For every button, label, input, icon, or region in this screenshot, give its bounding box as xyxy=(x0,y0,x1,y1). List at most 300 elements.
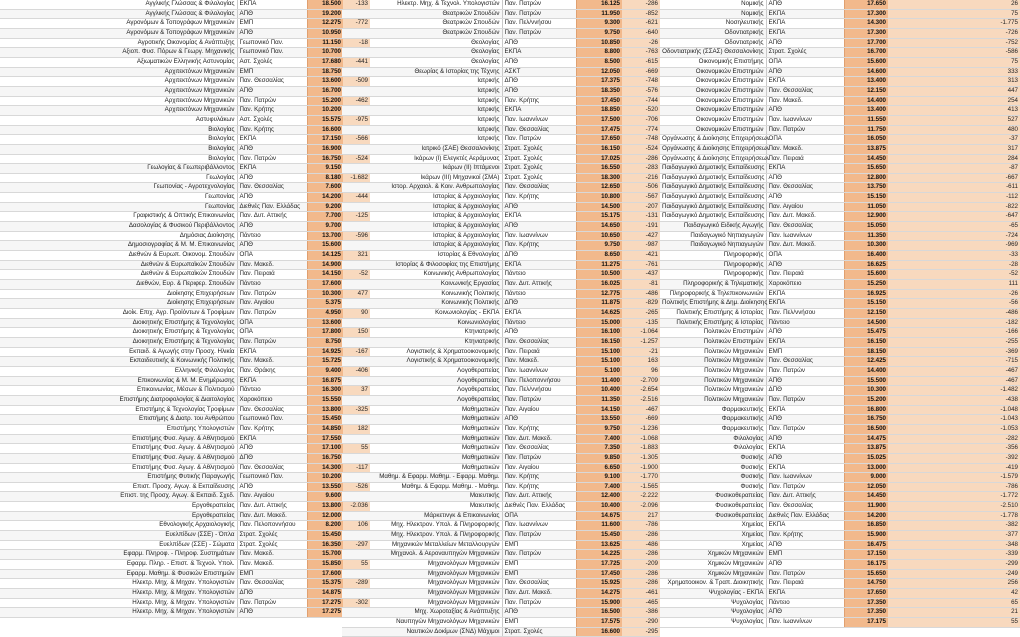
base-score: 9.100 xyxy=(576,473,622,483)
result-row xyxy=(0,38,370,48)
base-score: 13.600 xyxy=(307,318,343,328)
department-name: Παιδαγωγικό Δημοτικής Εκπαίδευσης xyxy=(660,183,766,193)
base-score: 18.350 xyxy=(576,86,622,96)
score-difference: -286 xyxy=(622,0,660,9)
result-row xyxy=(660,521,1020,531)
score-difference: -726 xyxy=(888,28,1020,38)
result-row xyxy=(0,115,370,125)
base-score: 15.475 xyxy=(844,328,888,338)
score-difference: -37 xyxy=(888,135,1020,145)
base-score: 14.850 xyxy=(307,424,343,434)
result-row xyxy=(0,260,370,270)
university-name: ΕΚΠΑ xyxy=(766,589,844,599)
score-difference: -81 xyxy=(622,280,660,290)
base-score: 10.400 xyxy=(576,386,622,396)
department-name: Μαθηματικών xyxy=(342,453,502,463)
score-difference: 284 xyxy=(888,154,1020,164)
base-score: 16.150 xyxy=(576,337,622,347)
base-score: 17.650 xyxy=(576,135,622,145)
base-score: 9.600 xyxy=(307,492,343,502)
department-name: Ιστορίας & Αρχαιολογίας xyxy=(342,212,502,222)
university-name: ΑΠΘ xyxy=(237,444,307,454)
university-name: ΕΚΠΑ xyxy=(237,135,307,145)
result-row xyxy=(660,511,1020,521)
university-name: Παν. Δυτ. Αττικής xyxy=(766,492,844,502)
university-name: Παν. Πελοποννήσου xyxy=(237,521,307,531)
base-score: 17.725 xyxy=(576,560,622,570)
department-name: Μηχανολόγων Μηχανικών xyxy=(342,579,502,589)
university-name: Παν. Θεσσαλίας xyxy=(237,183,307,193)
department-name: Πολιτικών Μηχανικών xyxy=(660,395,766,405)
base-score: 15.700 xyxy=(307,550,343,560)
score-difference: -486 xyxy=(888,309,1020,319)
university-name: Παν. Δυτ. Μακεδ. xyxy=(237,511,307,521)
result-row xyxy=(342,144,660,154)
department-name: Πληροφορικής xyxy=(660,270,766,280)
score-difference: -117 xyxy=(343,463,370,473)
university-name: ΕΚΠΑ xyxy=(502,260,576,270)
university-name: Παν. Πατρών xyxy=(502,0,576,9)
department-name: Φιλολογίας xyxy=(660,434,766,444)
university-name: Παν. Δυτ. Αττικής xyxy=(237,212,307,222)
score-difference: -377 xyxy=(888,531,1020,541)
result-row xyxy=(0,9,370,19)
university-name: ΕΚΠΑ xyxy=(766,77,844,87)
university-name: Πάντειο xyxy=(237,231,307,241)
base-score: 14.900 xyxy=(307,260,343,270)
result-row xyxy=(660,77,1020,87)
score-difference: -1.900 xyxy=(622,463,660,473)
department-name: Ιατρικής xyxy=(342,115,502,125)
department-name: Διοικητικής Επιστήμης & Τεχνολογίας xyxy=(0,318,237,328)
base-score: 17.680 xyxy=(307,57,343,67)
university-name: ΑΠΘ xyxy=(766,560,844,570)
result-row xyxy=(342,309,660,319)
university-name: Παν. Κρήτης xyxy=(502,241,576,251)
university-name: ΑΣΚΤ xyxy=(502,67,576,77)
university-name: Γεωπονικό Παν. xyxy=(237,415,307,425)
department-name: Μαιευτικής xyxy=(342,492,502,502)
base-score: 14.600 xyxy=(844,67,888,77)
university-name: ΑΠΘ xyxy=(237,241,307,251)
university-name: Παν. Πειραιά xyxy=(766,270,844,280)
department-name: Διοίκ. Επιχ. Αγρ. Προϊόντων & Τροφίμων xyxy=(0,309,237,319)
result-row xyxy=(660,540,1020,550)
score-difference: -1.482 xyxy=(888,386,1020,396)
university-name: ΕΚΠΑ xyxy=(502,309,576,319)
base-score: 13.700 xyxy=(307,231,343,241)
result-row xyxy=(342,9,660,19)
base-score: 16.750 xyxy=(307,154,343,164)
university-name: Παν. Θεσσαλίας xyxy=(766,222,844,232)
department-name: Μηχ. Χωροταξίας & Ανάπτυξης xyxy=(342,608,502,618)
department-name: Μαθηματικών xyxy=(342,463,502,473)
score-difference: -621 xyxy=(622,19,660,29)
score-difference: -462 xyxy=(343,96,370,106)
department-name: Χημείας xyxy=(660,531,766,541)
score-difference: -969 xyxy=(888,241,1020,251)
result-row xyxy=(0,193,370,203)
base-score: 16.900 xyxy=(307,144,343,154)
result-row xyxy=(342,618,660,628)
score-difference: 413 xyxy=(888,106,1020,116)
university-name: Πάντειο xyxy=(502,318,576,328)
university-name: Παν. Ιωαννίνων xyxy=(502,521,576,531)
university-name: Παν. Πελ/ννήσου xyxy=(766,309,844,319)
department-name: Οδοντιατρικής xyxy=(660,38,766,48)
score-difference: -975 xyxy=(343,115,370,125)
department-name: Επιστήμης Φυτικής Παραγωγής xyxy=(0,473,237,483)
department-name: Νοσηλευτικής xyxy=(660,19,766,29)
base-score: 7.400 xyxy=(576,482,622,492)
base-score: 10.500 xyxy=(576,270,622,280)
department-name: Πολιτικών Μηχανικών xyxy=(660,386,766,396)
result-row xyxy=(342,473,660,483)
base-score: 10.650 xyxy=(576,231,622,241)
university-name: Παν. Θεσσαλίας xyxy=(237,463,307,473)
department-name: Πολιτικής Επιστήμης & Ιστορίας xyxy=(660,318,766,328)
university-name: Παν. Θεσσαλίας xyxy=(237,405,307,415)
base-score: 11.950 xyxy=(576,9,622,19)
department-name: Χρηματοοικον. & Τραπ. Διοικητικής xyxy=(660,579,766,589)
base-score: 14.125 xyxy=(307,251,343,261)
university-name: ΑΠΘ xyxy=(502,222,576,232)
base-score: 9.750 xyxy=(576,241,622,251)
result-row xyxy=(342,202,660,212)
university-name: ΔΠΘ xyxy=(502,77,576,87)
base-score: 12.000 xyxy=(307,511,343,521)
department-name: Ιατρικής xyxy=(342,135,502,145)
base-score: 4.950 xyxy=(307,309,343,319)
score-difference: -526 xyxy=(343,482,370,492)
department-name: Οργάνωσης & Διοίκησης Επιχειρήσεων xyxy=(660,154,766,164)
university-name: ΑΠΘ xyxy=(766,434,844,444)
base-score: 17.300 xyxy=(844,9,888,19)
university-name: ΕΚΠΑ xyxy=(237,164,307,174)
base-score: 18.150 xyxy=(844,347,888,357)
result-row xyxy=(660,608,1020,618)
result-row xyxy=(342,386,660,396)
base-score: 15.850 xyxy=(307,560,343,570)
result-row xyxy=(660,492,1020,502)
score-difference: -382 xyxy=(888,521,1020,531)
university-name: ΕΚΠΑ xyxy=(766,9,844,19)
result-row xyxy=(342,444,660,454)
university-name: Πάντειο xyxy=(237,280,307,290)
score-difference: 75 xyxy=(888,57,1020,67)
department-name: Πολιτικής Επιστήμης & Ιστορίας xyxy=(660,309,766,319)
result-row xyxy=(0,28,370,38)
base-score: 16.875 xyxy=(307,376,343,386)
department-name: Εθνολογικής Αρχαιολογικής xyxy=(0,521,237,531)
result-row xyxy=(342,280,660,290)
university-name: Διεθνές Παν. Ελλάδας xyxy=(237,202,307,212)
department-name: Νομικής xyxy=(660,9,766,19)
results-table-2 xyxy=(342,0,660,637)
result-row xyxy=(660,318,1020,328)
department-name: Ικάρων (Ι) Ελεγκτές Αεράμυνας xyxy=(342,154,502,164)
score-difference: -486 xyxy=(622,540,660,550)
score-difference: 42 xyxy=(888,589,1020,599)
base-score: 9.750 xyxy=(576,424,622,434)
score-difference: -1.682 xyxy=(343,173,370,183)
university-name: ΕΚΠΑ xyxy=(502,212,576,222)
base-score: 17.800 xyxy=(307,328,343,338)
score-difference: -596 xyxy=(343,231,370,241)
score-difference: -667 xyxy=(888,173,1020,183)
score-difference: -461 xyxy=(622,589,660,599)
department-name: Μαιευτικής xyxy=(342,502,502,512)
result-row xyxy=(0,415,370,425)
base-score: 14.200 xyxy=(844,511,888,521)
score-difference: -647 xyxy=(888,212,1020,222)
base-score: 17.175 xyxy=(844,618,888,628)
base-score: 17.025 xyxy=(576,154,622,164)
department-name: Μηχανολ. & Αεροναυπηγών Μηχανικών xyxy=(342,550,502,560)
result-row xyxy=(342,251,660,261)
base-score: 15.600 xyxy=(844,57,888,67)
score-difference: 106 xyxy=(343,521,370,531)
score-difference: -135 xyxy=(622,318,660,328)
department-name: Οικονομικών Επιστημών xyxy=(660,106,766,116)
result-row xyxy=(0,463,370,473)
score-difference: -467 xyxy=(888,376,1020,386)
base-score: 5.375 xyxy=(307,299,343,309)
result-row xyxy=(342,453,660,463)
department-name: Κοινωνικής Πολιτικής xyxy=(342,289,502,299)
base-score: 17.550 xyxy=(307,434,343,444)
department-name: Ιστορίας & Αρχαιολογίας xyxy=(342,241,502,251)
score-difference: -829 xyxy=(622,299,660,309)
base-score: 14.750 xyxy=(844,579,888,589)
result-row xyxy=(660,280,1020,290)
result-row xyxy=(660,183,1020,193)
result-row xyxy=(0,521,370,531)
department-name: Λογοθεραπείας xyxy=(342,366,502,376)
university-name: Παν. Θεσσαλίας xyxy=(766,86,844,96)
results-column-1 xyxy=(0,0,368,616)
base-score: 9.200 xyxy=(307,202,343,212)
result-row xyxy=(342,434,660,444)
department-name: Δασολογίας & Φυσικού Περιβάλλοντος xyxy=(0,222,237,232)
department-name: Ελληνικής Φιλολογίας xyxy=(0,366,237,376)
result-row xyxy=(660,28,1020,38)
department-name: Αξιωματικών Ελληνικής Αστυνομίας xyxy=(0,57,237,67)
base-score: 17.450 xyxy=(576,569,622,579)
department-name: Φυσικής xyxy=(660,453,766,463)
department-name: Θεολογίας xyxy=(342,48,502,58)
results-table-3 xyxy=(660,0,1020,628)
result-row xyxy=(342,608,660,618)
department-name: Ιστορίας & Εθνολογίας xyxy=(342,251,502,261)
base-score: 11.400 xyxy=(576,376,622,386)
department-name: Διοίκησης Επιχειρήσεων xyxy=(0,289,237,299)
university-name: ΑΠΘ xyxy=(237,608,307,618)
university-name: ΕΚΠΑ xyxy=(766,19,844,29)
department-name: Μηχ. Ηλεκτρον. Υπολ. & Πληροφορικής xyxy=(342,521,502,531)
department-name: Αστυφυλάκων xyxy=(0,115,237,125)
university-name: ΕΚΠΑ xyxy=(502,48,576,58)
department-name: Πολιτικών Μηχανικών xyxy=(660,366,766,376)
university-name: ΟΠΑ xyxy=(766,57,844,67)
score-difference: -339 xyxy=(888,550,1020,560)
department-name: Διεθνών & Ευρωπαϊκών Σπουδών xyxy=(0,260,237,270)
score-difference: -28 xyxy=(888,260,1020,270)
university-name: Στρατ. Σχολές xyxy=(502,144,576,154)
university-name: Παν. Ιωαννίνων xyxy=(766,618,844,628)
score-difference: 256 xyxy=(888,579,1020,589)
base-score: 11.350 xyxy=(576,395,622,405)
university-name: ΕΜΠ xyxy=(502,569,576,579)
department-name: Θεατρικών Σπουδών xyxy=(342,9,502,19)
score-difference: -520 xyxy=(622,106,660,116)
department-name: Νομικής xyxy=(660,0,766,9)
base-score: 16.600 xyxy=(576,627,622,637)
result-row xyxy=(342,405,660,415)
base-score: 14.875 xyxy=(307,589,343,599)
result-row xyxy=(342,154,660,164)
result-row xyxy=(660,96,1020,106)
university-name: Παν. Πατρών xyxy=(502,28,576,38)
base-score: 15.100 xyxy=(576,357,622,367)
department-name: Επιστήμης Υπολογιστών xyxy=(0,424,237,434)
university-name: ΑΠΘ xyxy=(502,415,576,425)
base-score: 16.400 xyxy=(844,251,888,261)
department-name: Επιστ. της Προσχ. Αγωγ. & Εκπαιδ. Σχεδ. xyxy=(0,492,237,502)
university-name: ΑΠΘ xyxy=(766,67,844,77)
base-score: 16.925 xyxy=(844,289,888,299)
base-score: 15.600 xyxy=(307,241,343,251)
result-row xyxy=(342,502,660,512)
university-name: ΑΠΘ xyxy=(502,57,576,67)
result-row xyxy=(660,598,1020,608)
base-score: 7.700 xyxy=(307,212,343,222)
result-row xyxy=(0,202,370,212)
result-row xyxy=(660,309,1020,319)
base-score: 16.025 xyxy=(576,280,622,290)
score-difference: -1.579 xyxy=(888,473,1020,483)
university-name: ΕΚΠΑ xyxy=(766,405,844,415)
result-row xyxy=(0,48,370,58)
department-name: Ικάρων (ΙΙ) Ιπτάμενοι xyxy=(342,164,502,174)
base-score: 12.150 xyxy=(844,86,888,96)
university-name: ΑΠΘ xyxy=(502,202,576,212)
base-score: 10.850 xyxy=(576,38,622,48)
department-name: Παιδαγωγικό Δημοτικής Εκπαίδευσης xyxy=(660,212,766,222)
university-name: Παν. Μακεδ. xyxy=(766,96,844,106)
score-difference: -56 xyxy=(888,299,1020,309)
score-difference: -282 xyxy=(888,434,1020,444)
department-name: Ευελπίδων (ΣΣΕ) - Σώματα xyxy=(0,540,237,550)
result-row xyxy=(0,19,370,29)
university-name: Πάντειο xyxy=(502,270,576,280)
result-row xyxy=(0,154,370,164)
result-row xyxy=(0,405,370,415)
department-name: Αγροτικής Οικονομίας & Ανάπτυξης xyxy=(0,38,237,48)
result-row xyxy=(0,96,370,106)
university-name: Παν. Θεσσαλίας xyxy=(766,357,844,367)
score-difference: 321 xyxy=(343,251,370,261)
base-score: 15.150 xyxy=(844,193,888,203)
department-name: Θεατρικών Σπουδών xyxy=(342,19,502,29)
base-score: 8.180 xyxy=(307,173,343,183)
university-name: Παν. Κρήτης xyxy=(237,424,307,434)
department-name: Φυσικής xyxy=(660,463,766,473)
result-row xyxy=(342,77,660,87)
base-score: 11.275 xyxy=(576,260,622,270)
result-row xyxy=(0,511,370,521)
result-row xyxy=(660,337,1020,347)
department-name: Μαθηματικών xyxy=(342,444,502,454)
university-name: ΕΜΠ xyxy=(502,560,576,570)
base-score: 16.300 xyxy=(307,386,343,396)
result-row xyxy=(660,560,1020,570)
department-name: Ευελπίδων (ΣΣΕ) - Όπλα xyxy=(0,531,237,541)
department-name: Ναυτικών Δοκίμων (ΣΝΔ) Μάχιμοι xyxy=(342,627,502,637)
result-row xyxy=(342,86,660,96)
result-row xyxy=(660,270,1020,280)
score-difference: -33 xyxy=(888,251,1020,261)
university-name: Στρατ. Σχολές xyxy=(502,164,576,174)
score-difference: -290 xyxy=(622,618,660,628)
base-score: 10.800 xyxy=(576,193,622,203)
result-row xyxy=(342,231,660,241)
base-score: 12.650 xyxy=(576,183,622,193)
base-score: 16.500 xyxy=(844,424,888,434)
university-name: ΟΠΑ xyxy=(237,251,307,261)
score-difference: -444 xyxy=(343,193,370,203)
score-difference: -586 xyxy=(888,48,1020,58)
university-name: Παν. Θεσσαλίας xyxy=(237,77,307,87)
score-difference: -566 xyxy=(343,135,370,145)
department-name: Κοινωνικής Εργασίας xyxy=(342,280,502,290)
base-score: 15.900 xyxy=(844,531,888,541)
result-row xyxy=(660,569,1020,579)
department-name: Εφαρμ. Μαθημ. & Φυσικών Επιστημών xyxy=(0,569,237,579)
department-name: Βιολογίας xyxy=(0,154,237,164)
score-difference: -1.772 xyxy=(888,492,1020,502)
score-difference: 480 xyxy=(888,125,1020,135)
department-name: Επικοινωνίας, Μέσων & Πολιτισμού xyxy=(0,386,237,396)
university-name: Παν. Πατρών xyxy=(766,125,844,135)
result-row xyxy=(660,231,1020,241)
base-score: 14.475 xyxy=(844,434,888,444)
base-score: 13.750 xyxy=(844,183,888,193)
base-score: 13.550 xyxy=(307,482,343,492)
base-score: 17.275 xyxy=(307,608,343,618)
department-name: Κοινωνιολογίας - ΕΚΠΑ xyxy=(342,309,502,319)
result-row xyxy=(0,608,370,618)
score-difference: 90 xyxy=(343,309,370,319)
base-score: 12.150 xyxy=(844,309,888,319)
score-difference: -2.516 xyxy=(622,395,660,405)
result-row xyxy=(342,415,660,425)
university-name: Παν. Πειραιά xyxy=(766,154,844,164)
department-name: Ψυχολογίας xyxy=(660,608,766,618)
university-name: ΑΠΘ xyxy=(766,376,844,386)
university-name: Παν. Ιωαννίνων xyxy=(766,473,844,483)
university-name: Παν. Πατρών xyxy=(502,135,576,145)
base-score: 17.350 xyxy=(844,608,888,618)
result-row xyxy=(0,550,370,560)
score-difference: -392 xyxy=(888,453,1020,463)
base-score: 16.100 xyxy=(576,328,622,338)
department-name: Παιδαγωγικό Νηπιαγωγών xyxy=(660,231,766,241)
result-row xyxy=(342,28,660,38)
university-name: Παν. Θεσσαλίας xyxy=(766,502,844,512)
result-row xyxy=(660,173,1020,183)
base-score: 18.300 xyxy=(576,173,622,183)
